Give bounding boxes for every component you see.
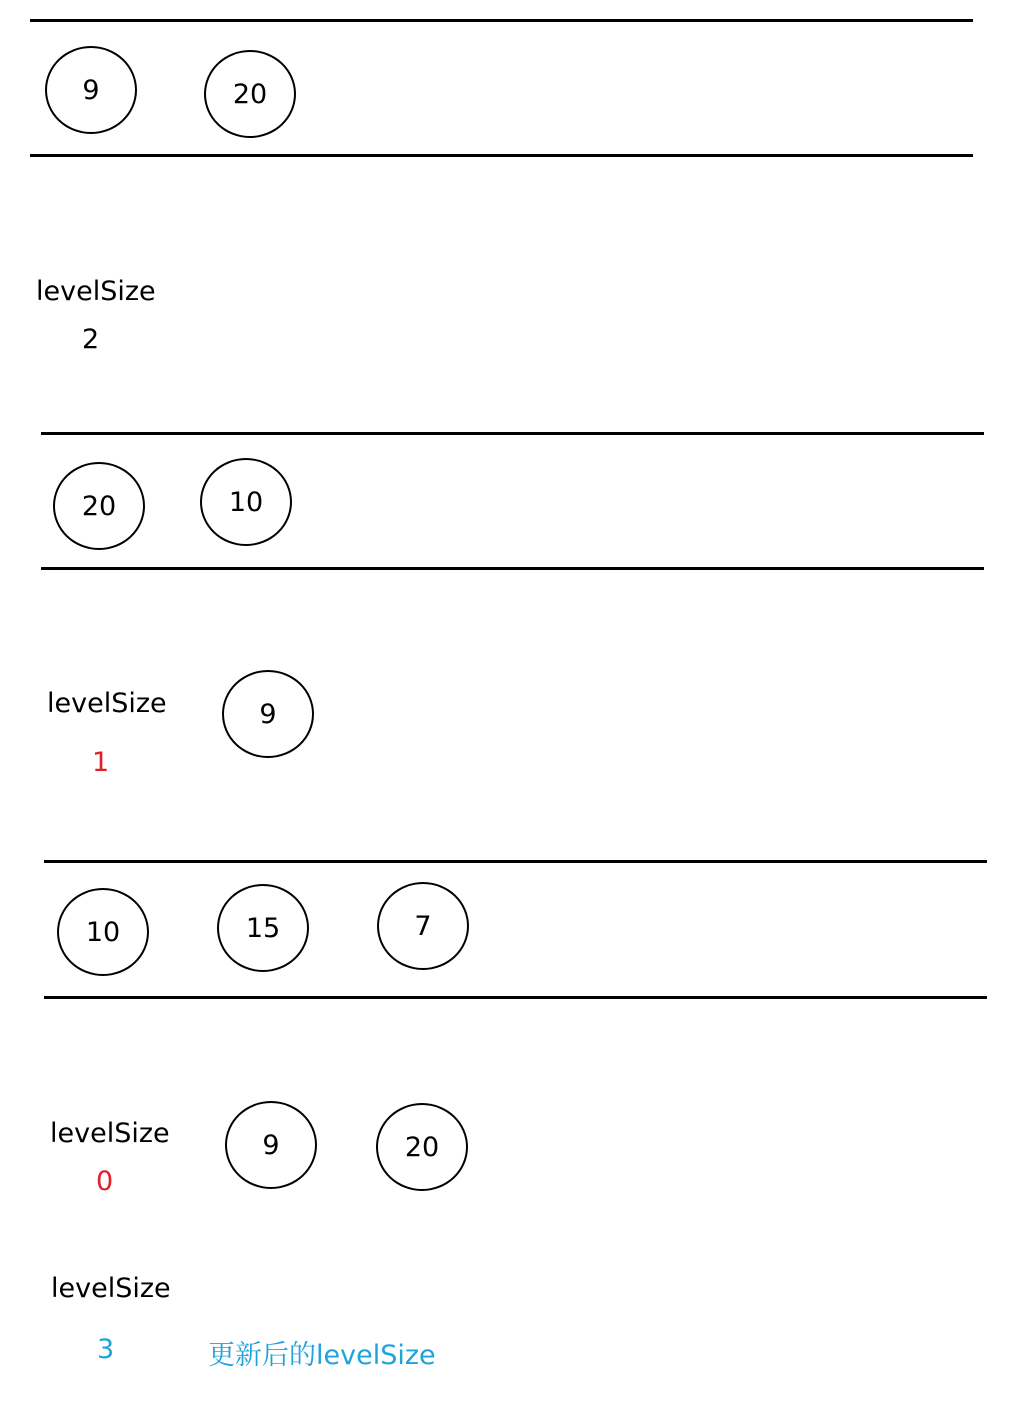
queue-node: 20 xyxy=(204,50,296,138)
level-size-label: levelSize xyxy=(36,276,156,307)
queue-node: 10 xyxy=(57,888,149,976)
queue-bottom-line-1 xyxy=(30,154,973,157)
queue-top-line-1 xyxy=(30,19,973,22)
level-size-label: levelSize xyxy=(50,1118,170,1149)
queue-top-line-3 xyxy=(44,860,987,863)
updated-level-size-label: levelSize xyxy=(51,1273,171,1304)
popped-node: 9 xyxy=(222,670,314,758)
queue-node: 15 xyxy=(217,884,309,972)
queue-bottom-line-2 xyxy=(41,567,984,570)
updated-level-size-value: 3 xyxy=(97,1334,115,1365)
popped-node: 20 xyxy=(376,1103,468,1191)
level-size-label: levelSize xyxy=(47,688,167,719)
popped-node: 9 xyxy=(225,1101,317,1189)
updated-level-size-note: 更新后的levelSize xyxy=(208,1340,436,1371)
level-size-value: 0 xyxy=(96,1166,114,1197)
queue-node: 20 xyxy=(53,462,145,550)
level-size-value: 1 xyxy=(92,747,110,778)
queue-node: 7 xyxy=(377,882,469,970)
queue-bottom-line-3 xyxy=(44,996,987,999)
level-size-value: 2 xyxy=(82,324,100,355)
queue-node: 10 xyxy=(200,458,292,546)
queue-node: 9 xyxy=(45,46,137,134)
queue-top-line-2 xyxy=(41,432,984,435)
